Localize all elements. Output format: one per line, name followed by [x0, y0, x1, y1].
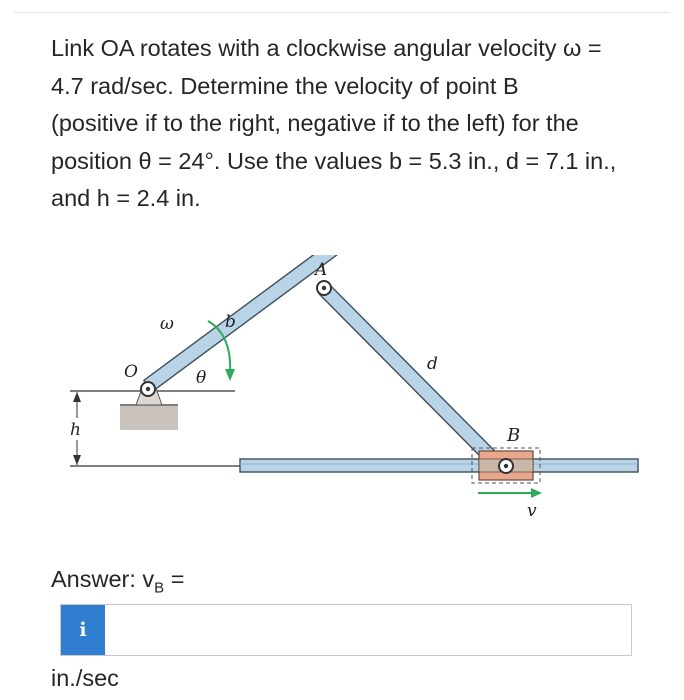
- h-arrow-up: [73, 392, 81, 402]
- problem-line-3: (positive if to the right, negative if to the left) for the: [51, 110, 579, 136]
- label-B: B: [507, 425, 521, 446]
- mechanism-diagram: [60, 255, 650, 535]
- answer-input[interactable]: [105, 605, 631, 655]
- top-divider: [14, 12, 670, 13]
- omega-arrowhead: [225, 369, 235, 381]
- link-AB: [319, 284, 509, 475]
- label-O: O: [124, 362, 138, 382]
- answer-suffix: =: [164, 566, 185, 592]
- label-h: h: [70, 420, 81, 440]
- label-v: v: [527, 501, 537, 521]
- info-button[interactable]: i: [61, 605, 105, 655]
- label-omega: ω: [160, 314, 174, 334]
- label-theta: θ: [196, 368, 207, 388]
- answer-label: [51, 566, 184, 597]
- problem-line-1: Link OA rotates with a clockwise angular velocity ω =: [51, 35, 602, 61]
- problem-line-5: and h = 2.4 in.: [51, 185, 201, 211]
- label-b: b: [225, 312, 236, 332]
- answer-prefix: Answer: v: [51, 566, 155, 592]
- answer-units: in./sec: [51, 665, 119, 691]
- problem-statement: [51, 30, 651, 218]
- answer-subscript: B: [154, 579, 165, 597]
- h-arrow-down: [73, 455, 81, 465]
- answer-field-container: [60, 604, 632, 656]
- problem-line-2: 4.7 rad/sec. Determine the velocity of point B: [51, 72, 519, 99]
- slider-guide-rod: [240, 459, 638, 472]
- label-d: d: [427, 354, 438, 374]
- velocity-arrowhead: [531, 488, 542, 498]
- problem-line-4: position θ = 24°. Use the values b = 5.3 in., d = 7.1 in.,: [51, 147, 617, 174]
- pivot-support-base: [120, 404, 178, 430]
- label-A: A: [315, 260, 328, 280]
